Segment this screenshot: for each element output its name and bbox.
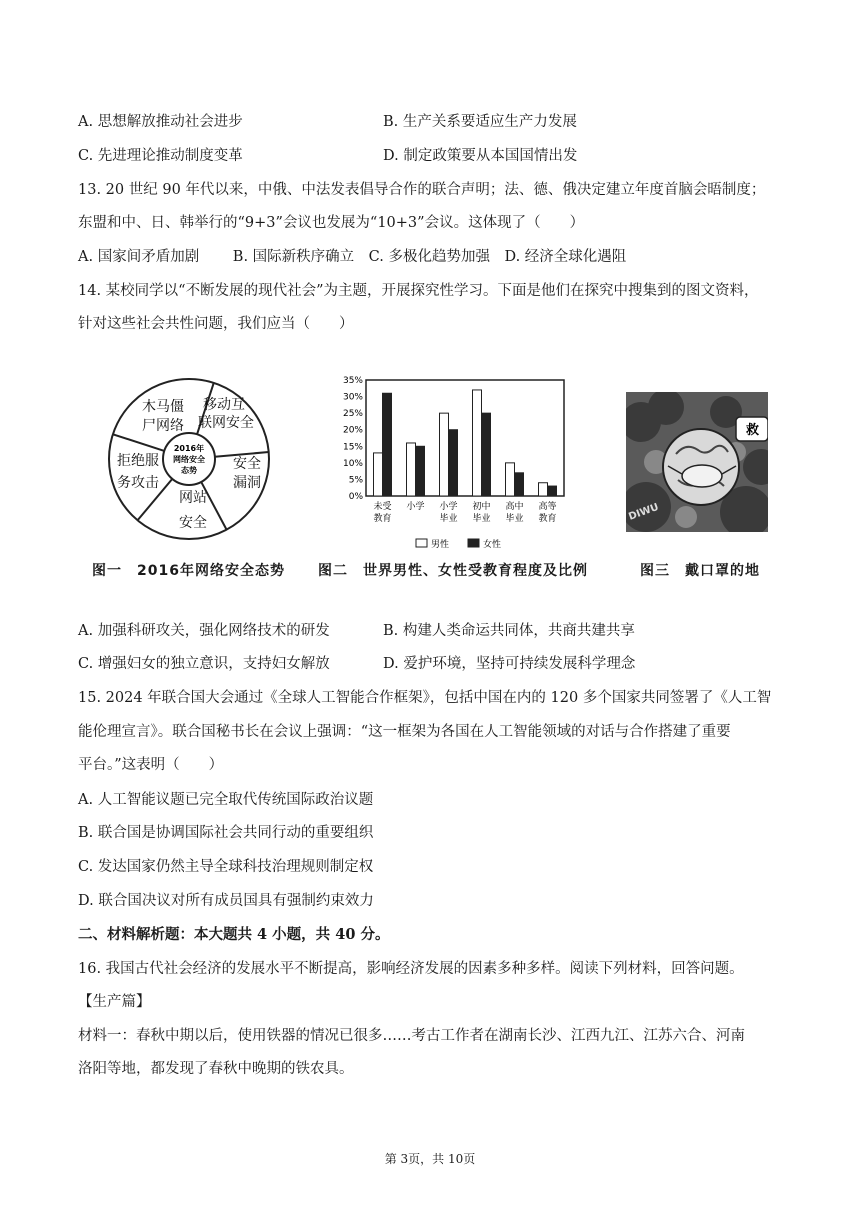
bar-female-2: [449, 430, 458, 496]
q14-option-a: A. 加强科研攻关，强化网络技术的研发: [78, 623, 330, 639]
x-tick-label-line2: 毕业: [439, 514, 458, 524]
legend-swatch-female: [468, 539, 479, 547]
q13-stem-line2: 东盟和中、日、韩举行的“9+3”会议也发展为“10+3”会议。这体现了（ ）: [78, 215, 585, 231]
x-tick-label-line2: 教育: [373, 514, 392, 524]
q12-option-d: D. 制定政策要从本国国情出发: [383, 148, 578, 164]
q14-option-d: D. 爱护环境，坚持可持续发展科学理念: [383, 656, 636, 672]
bar-male-0: [374, 453, 383, 496]
q14-option-c: C. 增强妇女的独立意识，支持妇女解放: [78, 656, 330, 672]
q16-material-line2: 洛阳等地，都发现了春秋中晚期的铁农具。: [78, 1061, 354, 1077]
legend-label-male: 男性: [431, 540, 450, 550]
x-tick-label-line2: 教育: [538, 514, 557, 524]
y-tick-label: 30%: [342, 392, 363, 403]
speech-bubble-text: 救: [746, 423, 760, 438]
q12-option-c: C. 先进理论推动制度变革: [78, 148, 243, 164]
q16-material-line1: 材料一：春秋中期以后，使用铁器的情况已很多……考古工作者在湖南长沙、江西九江、江苏六合、河南: [78, 1028, 745, 1044]
figure2-education-bar-chart: [328, 372, 573, 552]
x-tick-label-line1: 小学: [406, 502, 425, 512]
q12-option-b: B. 生产关系要适应生产力发展: [383, 114, 577, 130]
wheel-segment-mobile-l2: 联网安全: [198, 415, 254, 431]
x-tick-label-line2: 毕业: [472, 514, 491, 524]
figure3-mask-cartoon: [626, 392, 768, 532]
wheel-segment-ddos-l1: 拒绝服: [117, 453, 159, 469]
wheel-segment-web-l1: 网站: [179, 490, 207, 506]
wheel-center-line1: 2016年: [173, 444, 205, 453]
q15-option-d: D. 联合国决议对所有成员国具有强制约束效力: [78, 893, 374, 909]
bar-male-2: [440, 413, 449, 496]
q15-option-b: B. 联合国是协调国际社会共同行动的重要组织: [78, 825, 374, 841]
bar-male-4: [506, 463, 515, 496]
bar-male-3: [473, 390, 482, 496]
q16-part-label: 【生产篇】: [78, 994, 151, 1010]
legend-label-female: 女性: [483, 540, 502, 550]
y-tick-label: 5%: [348, 475, 363, 486]
wheel-center-line3: 态势: [181, 466, 197, 475]
y-tick-label: 0%: [348, 492, 363, 502]
y-tick-label: 25%: [342, 409, 363, 420]
figure3-caption: 图三 戴口罩的地: [640, 563, 760, 579]
face-mask-icon: [682, 465, 722, 487]
chart-plot-frame: [366, 380, 564, 496]
x-tick-label-line1: 未受: [373, 502, 392, 512]
section2-heading: 二、材料解析题：本大题共 4 小题，共 40 分。: [78, 926, 390, 943]
wheel-segment-web-l2: 安全: [179, 515, 207, 531]
q14-stem-line2: 针对这些社会共性问题，我们应当（ ）: [78, 316, 354, 332]
x-tick-label-line2: 毕业: [505, 514, 524, 524]
wheel-segment-vuln-l1: 安全: [233, 456, 261, 472]
wheel-segment-ddos-l2: 务攻击: [117, 475, 159, 491]
y-tick-label: 35%: [342, 376, 363, 386]
q14-stem-line1: 14. 某校同学以“不断发展的现代社会”为主题，开展探究性学习。下面是他们在探究中搜集到的图文资料，: [78, 283, 759, 299]
cartoon-side-text: DIWU: [627, 501, 661, 523]
x-tick-label-line1: 高中: [505, 502, 524, 512]
bar-female-1: [416, 446, 425, 496]
q13-options: A. 国家间矛盾加剧 B. 国际新秩序确立 C. 多极化趋势加强 D. 经济全球化遇阻: [78, 249, 627, 265]
wheel-segment-trojan-l1: 木马僵: [142, 399, 184, 415]
bar-female-4: [515, 473, 524, 496]
bar-female-3: [482, 413, 491, 496]
q12-option-a: A. 思想解放推动社会进步: [78, 114, 243, 130]
bar-male-5: [539, 483, 548, 496]
page-footer: 第 3页，共 10页: [384, 1152, 476, 1166]
q16-stem: 16. 我国古代社会经济的发展水平不断提高，影响经济发展的因素多种多样。阅读下列材料，回答问题。: [78, 961, 744, 977]
wheel-segment-vuln-l2: 漏洞: [233, 475, 261, 491]
x-tick-label-line1: 小学: [439, 502, 458, 512]
bar-female-5: [548, 486, 557, 496]
bar-male-1: [407, 443, 416, 496]
q15-stem-line1: 15. 2024 年联合国大会通过《全球人工智能合作框架》，包括中国在内的 120 多个国家共同签署了《人工智: [78, 690, 772, 706]
y-tick-label: 10%: [342, 458, 363, 469]
q15-option-a: A. 人工智能议题已完全取代传统国际政治议题: [78, 792, 374, 808]
figure1-security-wheel: [100, 375, 278, 543]
bar-female-0: [383, 393, 392, 496]
q13-stem-line1: 13. 20 世纪 90 年代以来，中俄、中法发表倡导合作的联合声明；法、德、俄决定建立年度首脑会晤制度；: [78, 182, 766, 198]
figure1-caption: 图一 2016年网络安全态势: [92, 563, 285, 579]
q14-option-b: B. 构建人类命运共同体，共商共建共享: [383, 623, 635, 639]
y-tick-label: 15%: [342, 442, 363, 453]
wheel-center-line2: 网络安全: [173, 455, 205, 464]
figure2-caption: 图二 世界男性、女性受教育程度及比例: [318, 563, 588, 579]
wheel-segment-trojan-l2: 尸网络: [142, 418, 184, 434]
q15-stem-line2: 能伦理宣言》。联合国秘书长在会议上强调：“这一框架为各国在人工智能领域的对话与合作搭建了重要: [78, 724, 731, 740]
legend-swatch-male: [416, 539, 427, 547]
x-tick-label-line1: 初中: [472, 502, 491, 512]
q15-stem-line3: 平台。”这表明（ ）: [78, 757, 224, 773]
y-tick-label: 20%: [342, 425, 363, 436]
x-tick-label-line1: 高等: [538, 502, 557, 512]
wheel-segment-mobile-l1: 移动互: [203, 397, 245, 413]
q15-option-c: C. 发达国家仍然主导全球科技治理规则制定权: [78, 859, 374, 875]
chart-legend: [416, 538, 501, 550]
